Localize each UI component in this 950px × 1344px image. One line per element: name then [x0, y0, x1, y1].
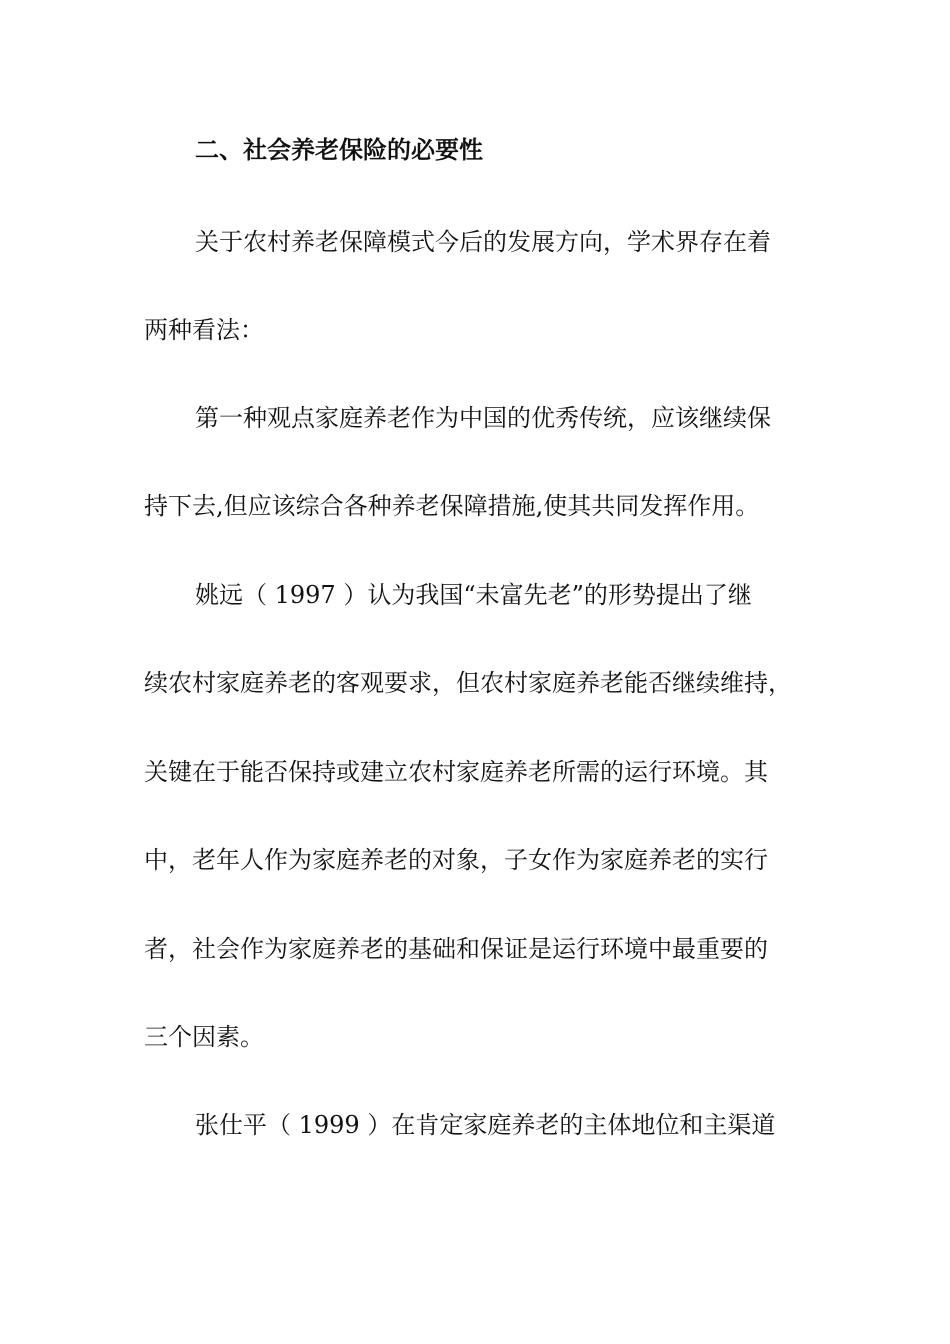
paragraph-line: 持下去,但应该综合各种养老保障措施,使其共同发挥作用。: [144, 492, 760, 520]
paragraph-line: 第一种观点家庭养老作为中国的优秀传统，应该继续保: [195, 404, 771, 432]
section-heading: 二、社会养老保险的必要性: [195, 136, 483, 164]
paragraph-line: 中，老年人作为家庭养老的对象，子女作为家庭养老的实行: [144, 846, 768, 874]
paragraph-line: 两种看法：: [144, 316, 264, 344]
paragraph-line: 关于农村养老保障模式今后的发展方向，学术界存在着: [195, 228, 771, 256]
paragraph-line: 张仕平（ 1999 ）在肯定家庭养老的主体地位和主渠道: [195, 1111, 776, 1139]
paragraph-line: 续农村家庭养老的客观要求，但农村家庭养老能否继续维持，: [144, 669, 792, 697]
paragraph-line: 关键在于能否保持或建立农村家庭养老所需的运行环境。其: [144, 758, 768, 786]
paragraph-line: 三个因素。: [144, 1023, 264, 1051]
paragraph-line: 者，社会作为家庭养老的基础和保证是运行环境中最重要的: [144, 935, 768, 963]
paragraph-line: 姚远（ 1997 ）认为我国“未富先老”的形势提出了继: [195, 581, 752, 609]
